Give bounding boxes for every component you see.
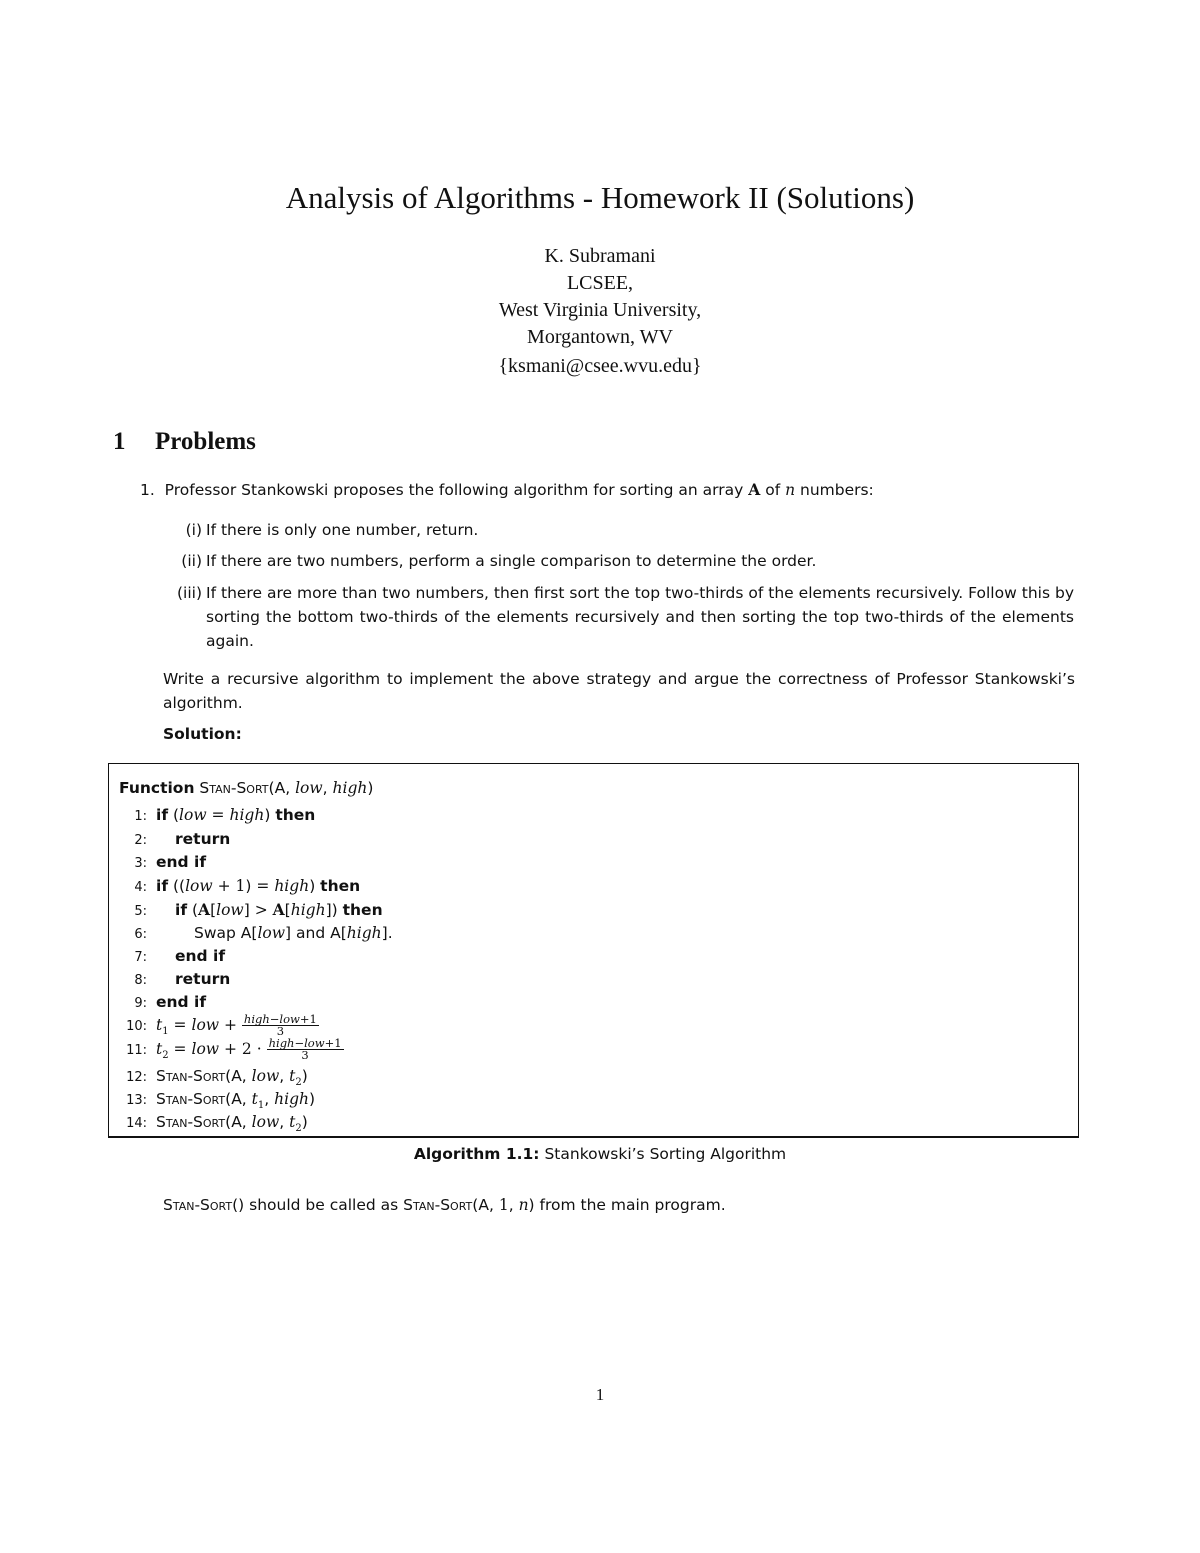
author-email: {ksmani@csee.wvu.edu} — [498, 355, 702, 377]
line-number: 10: — [126, 1019, 147, 1034]
var: low — [251, 1067, 280, 1085]
algorithm-line: 13: Stan-Sort(A, $t_1$, high) — [119, 1087, 315, 1111]
var: high — [346, 924, 382, 942]
swap-text: Swap — [194, 924, 236, 942]
case-item — [176, 581, 1074, 653]
subscript: 1 — [162, 1026, 169, 1038]
operator: + — [223, 1016, 237, 1034]
algorithm-line: 12: Stan-Sort(A, low, $t_2$) — [119, 1064, 308, 1088]
subscript: 2 — [162, 1050, 169, 1062]
algorithm-line — [119, 1037, 344, 1061]
call-note-text: () should be called as — [232, 1196, 404, 1214]
constant: 1 — [309, 1012, 317, 1026]
array-symbol: A — [748, 480, 761, 499]
operator: = — [211, 806, 225, 824]
case-text: If there is only one number, return. — [206, 521, 479, 539]
start-arg: 1 — [498, 1196, 509, 1214]
solution-label: Solution: — [163, 725, 242, 743]
array-ref: A — [330, 924, 341, 942]
section-title: Problems — [155, 428, 256, 455]
function-keyword: Function — [119, 779, 195, 797]
var: low — [191, 1040, 220, 1058]
algorithm-line — [119, 1013, 319, 1037]
line-number: 9: — [134, 996, 147, 1011]
low-arg: low — [295, 779, 323, 797]
section-heading — [113, 428, 256, 456]
line-number: 8: — [134, 973, 147, 988]
function-name: Stan-Sort — [403, 1196, 473, 1214]
operator: · — [256, 1040, 262, 1058]
var: high — [229, 806, 265, 824]
function-name: Stan-Sort — [199, 779, 269, 797]
keyword: then — [275, 806, 316, 824]
var: low — [279, 1012, 300, 1026]
caption-text: Stankowski’s Sorting Algorithm — [544, 1145, 787, 1163]
line-number: 12: — [126, 1070, 147, 1085]
n-symbol: n — [785, 481, 796, 499]
keyword: if — [156, 806, 169, 824]
var: low — [185, 877, 213, 895]
constant: 2 — [241, 1040, 252, 1058]
operator: = — [173, 1016, 187, 1034]
fraction — [242, 1014, 319, 1037]
case-item — [185, 518, 1074, 542]
function-call: Stan-Sort — [156, 1113, 226, 1131]
var: high — [274, 877, 310, 895]
fraction-denominator: 3 — [301, 1048, 309, 1062]
var: high — [274, 1090, 309, 1108]
subscript: 2 — [295, 1077, 302, 1089]
operator: + — [299, 1012, 310, 1026]
operator: − — [294, 1036, 305, 1050]
algorithm-line — [119, 944, 225, 968]
var: low — [179, 806, 207, 824]
algorithm-header: Function Stan-Sort(A, low, high) — [119, 779, 374, 797]
task-paragraph: Write a recursive algorithm to implement the above strategy and argue the correctness of Professor Stankowski’s algorithm. — [163, 670, 1075, 712]
fraction-denominator: 3 — [276, 1024, 285, 1038]
algorithm-line — [119, 990, 206, 1014]
var: t — [156, 1016, 163, 1034]
algorithm-line: 14: Stan-Sort(A, low, $t_2$) — [119, 1110, 308, 1134]
algorithm-line: 4: if ((low + 1) = high) then — [119, 874, 360, 898]
operator: = — [256, 877, 270, 895]
call-note-text: from the main program. — [534, 1196, 726, 1214]
constant: 1 — [235, 877, 246, 895]
function-call: Stan-Sort — [156, 1067, 226, 1085]
section-number: 1 — [113, 428, 126, 455]
keyword: end if — [175, 947, 226, 965]
algorithm-box — [108, 763, 1079, 1138]
author-name: K. Subramani — [544, 245, 656, 267]
algorithm-line: 1: if (low = high) then — [119, 803, 315, 827]
function-call: Stan-Sort — [156, 1090, 226, 1108]
call-note: Stan-Sort() should be called as Stan-Sort(A, 1, n) from the main program. — [163, 1196, 726, 1214]
algorithm-caption — [0, 1145, 1200, 1163]
problem-number: 1. — [140, 481, 155, 499]
problem-intro-of: of — [760, 481, 786, 499]
var: low — [191, 1016, 220, 1034]
line-number: 11: — [126, 1043, 147, 1058]
case-text: If there are more than two numbers, then first sort the top two-thirds of the elements recursively. Follow this by sorting the bottom two-thirds of the elements recursively and then sorting the top two-thirds of the elements again. — [206, 584, 1074, 650]
algorithm-line — [119, 827, 230, 851]
var: low — [251, 1113, 280, 1131]
case-text: If there are two numbers, perform a single comparison to determine the order. — [206, 552, 817, 570]
caption-label: Algorithm 1.1: — [413, 1145, 540, 1163]
case-label: (i) — [185, 521, 202, 539]
var: low — [257, 924, 286, 942]
case-label: (ii) — [181, 552, 202, 570]
array-arg: A — [274, 779, 286, 797]
keyword: return — [175, 830, 231, 848]
author-location: Morgantown, WV — [527, 326, 673, 348]
line-number: 13: — [126, 1093, 147, 1108]
array-ref: A — [198, 900, 211, 919]
keyword: return — [175, 970, 231, 988]
array-ref: A — [240, 924, 252, 942]
operator: > — [254, 901, 268, 919]
author-university: West Virginia University, — [498, 299, 702, 321]
var: high — [268, 1036, 295, 1050]
keyword: then — [342, 901, 383, 919]
and-text: and — [296, 924, 326, 942]
subscript: 1 — [257, 1100, 265, 1112]
var: t — [251, 1090, 258, 1108]
var: low — [304, 1036, 325, 1050]
problem-intro: Professor Stankowski proposes the following algorithm for sorting an array — [164, 481, 749, 499]
var: high — [243, 1012, 270, 1026]
keyword: end if — [156, 853, 207, 871]
operator: + — [324, 1036, 335, 1050]
keyword: if — [175, 901, 188, 919]
var: t — [156, 1040, 163, 1058]
algorithm-line — [119, 850, 206, 874]
var: t — [289, 1113, 296, 1131]
page-number: 1 — [595, 1385, 605, 1404]
fraction — [267, 1038, 344, 1061]
problem-intro-end: numbers: — [795, 481, 874, 499]
array-ref: A — [272, 900, 285, 919]
line-number: 1: — [134, 809, 147, 824]
algorithm-line: 6: Swap A[low] and A[high]. — [119, 921, 393, 945]
array-arg: A — [231, 1067, 242, 1085]
operator: + — [223, 1040, 237, 1058]
function-name: Stan-Sort — [163, 1196, 233, 1214]
keyword: end if — [156, 993, 207, 1011]
problem-statement — [140, 480, 874, 499]
line-number: 4: — [134, 880, 147, 895]
line-number: 5: — [134, 904, 147, 919]
line-number: 14: — [126, 1116, 147, 1131]
subscript: 2 — [295, 1123, 302, 1135]
var: high — [290, 901, 326, 919]
keyword: if — [156, 877, 169, 895]
keyword: then — [320, 877, 361, 895]
array-arg: A — [231, 1090, 242, 1108]
constant: 1 — [334, 1036, 342, 1050]
algorithm-line — [119, 967, 230, 991]
algorithm-line: 5: if (A[low] > A[high]) then — [119, 898, 383, 922]
line-number: 2: — [134, 833, 147, 848]
author-dept: LCSEE, — [566, 272, 634, 294]
var: t — [289, 1067, 296, 1085]
array-arg: A — [231, 1113, 242, 1131]
operator: = — [173, 1040, 187, 1058]
high-arg: high — [332, 779, 368, 797]
var: low — [216, 901, 244, 919]
case-item — [181, 549, 1074, 573]
case-label: (iii) — [176, 584, 202, 602]
line-number: 7: — [134, 950, 147, 965]
paper-title: Analysis of Algorithms - Homework II (Solutions) — [285, 180, 915, 215]
operator: + — [217, 877, 231, 895]
end-arg: n — [518, 1196, 529, 1214]
array-arg: A — [478, 1196, 489, 1214]
operator: − — [269, 1012, 280, 1026]
line-number: 6: — [134, 927, 147, 942]
line-number: 3: — [134, 856, 147, 871]
